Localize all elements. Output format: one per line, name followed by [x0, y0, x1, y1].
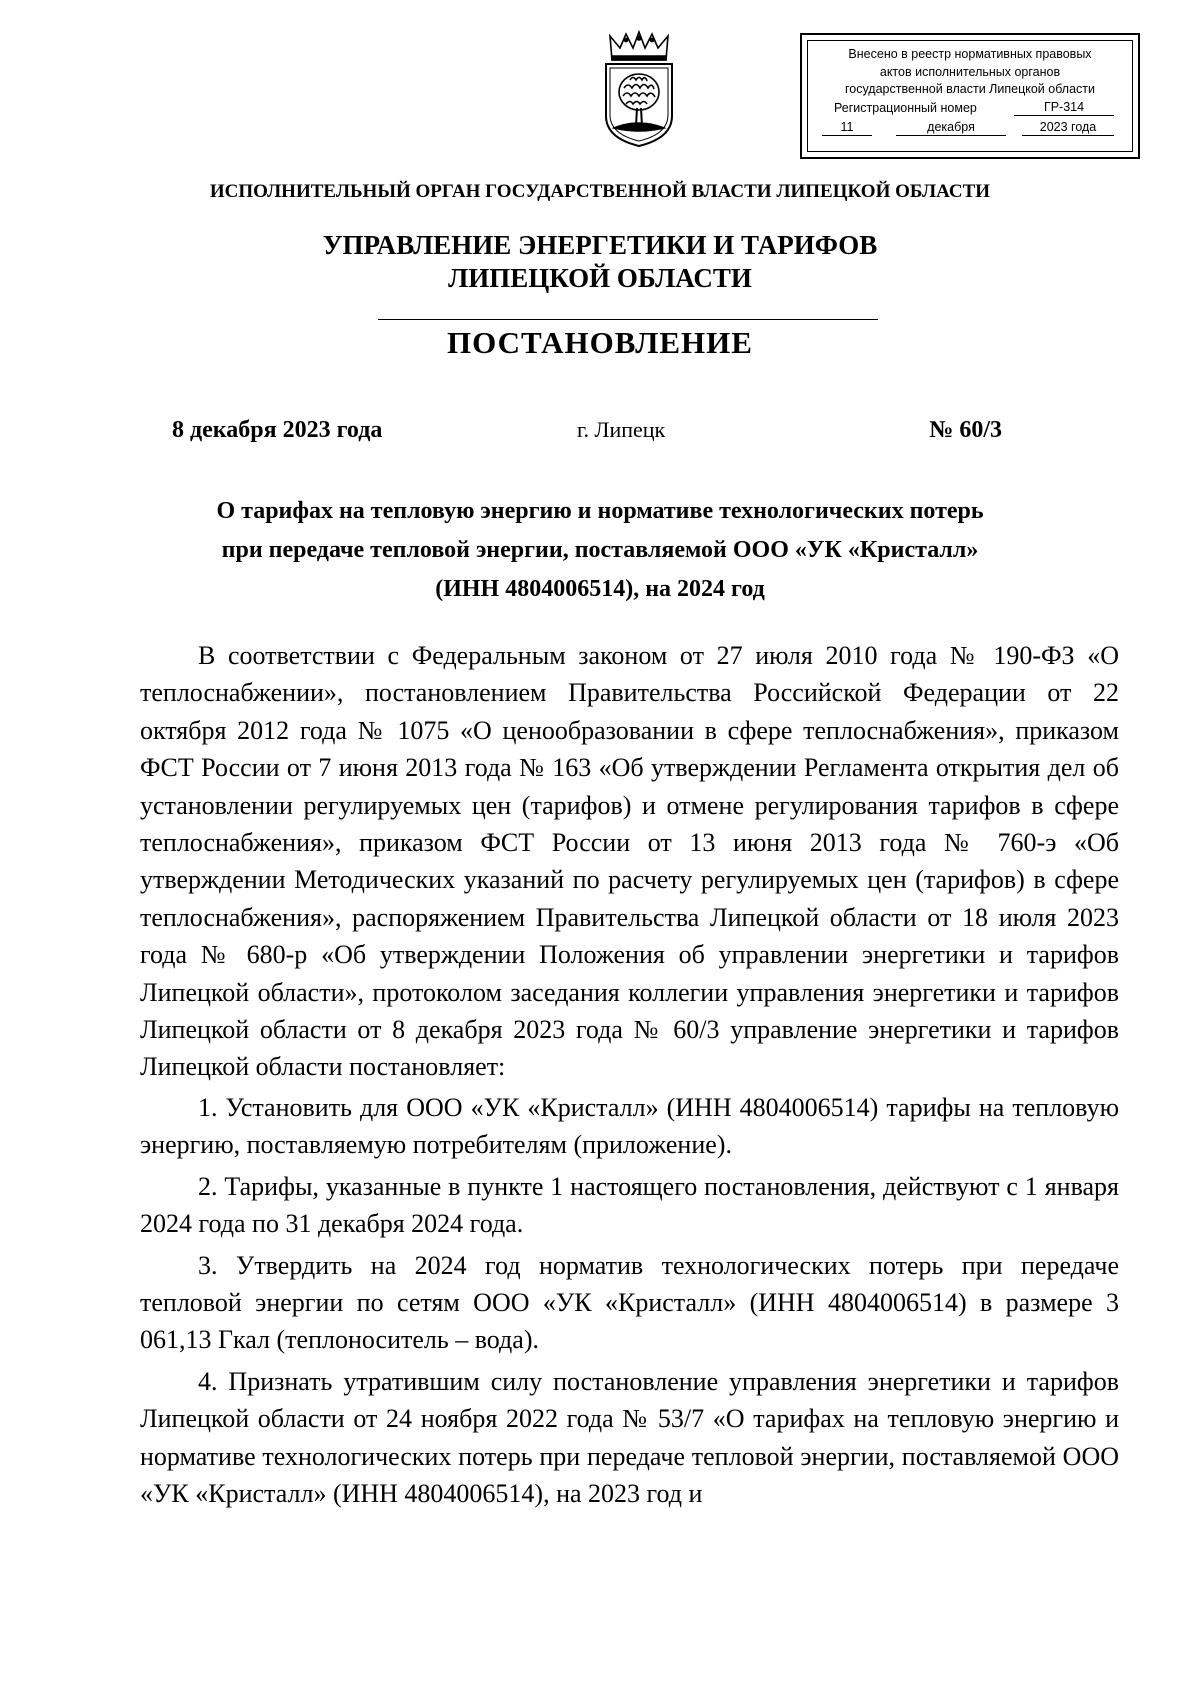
department-name-line-2: ЛИПЕЦКОЙ ОБЛАСТИ — [448, 263, 752, 293]
clause-3: 3. Утвердить на 2024 год норматив технологических потерь при передаче тепловой энергии по сетям ООО «УК «Кристалл» (ИНН 4804006514) в размере 3 061,13 Гкал (теплоноситель – вода). — [140, 1250, 1119, 1355]
stamp-reg-number: ГР-314 — [1014, 99, 1114, 116]
stamp-line-3: государственной власти Липецкой области — [844, 82, 1096, 96]
department-name-line-1: УПРАВЛЕНИЕ ЭНЕРГЕТИКИ И ТАРИФОВ — [322, 230, 878, 260]
clause-2: 2. Тарифы, указанные в пункте 1 настоящего постановления, действуют с 1 января 2024 года по 31 декабря 2024 года. — [140, 1171, 1119, 1239]
registration-stamp — [800, 33, 1140, 159]
stamp-line-2: актов исполнительных органов — [879, 65, 1061, 79]
document-title-line-2: при передаче тепловой энергии, поставляемой ООО «УК «Кристалл» — [221, 537, 979, 563]
header-divider — [378, 319, 878, 320]
document-title-line-3: (ИНН 4804006514), на 2024 год — [435, 576, 765, 602]
clause-1: 1. Установить для ООО «УК «Кристалл» (ИНН 4804006514) тарифы на тепловую энергию, поставляемую потребителям (приложение). — [140, 1092, 1119, 1160]
stamp-month: декабря — [896, 119, 1006, 136]
stamp-line-1: Внесено в реестр нормативных правовых — [848, 47, 1092, 61]
preamble-paragraph: В соответствии с Федеральным законом от 27 июля 2010 года № 190-ФЗ «О теплоснабжении», постановлением Правительства Российской Федерации от 22 октября 2012 года № 1075 «О ценообразовании в сфере теплоснабжения», приказом ФСТ России от 7 июня 2013 года № 163 «Об утверждении Регламента открытия дел об установлении регулируемых цен (тарифов) и отмене регулирования тарифов в сфере теплоснабжения», приказом ФСТ России от 13 июня 2013 года № 760-э «Об утверждении Методических указаний по расчету регулируемых цен (тарифов) в сфере теплоснабжения», распоряжением Правительства Липецкой области от 18 июля 2023 года № 680-р «Об утверждении Положения об управлении энергетики и тарифов Липецкой области», протоколом заседания коллегии управления энергетики и тарифов Липецкой области от 8 декабря 2023 года № 60/3 управление энергетики и тарифов Липецкой области постановляет: — [140, 641, 1119, 1082]
document-title — [0, 492, 1200, 609]
stamp-year: 2023 года — [1022, 119, 1114, 136]
document-title-line-1: О тарифах на тепловую энергию и нормативе технологических потерь — [216, 498, 984, 524]
document-type: ПОСТАНОВЛЕНИЕ — [447, 325, 753, 360]
document-body — [140, 637, 1119, 1516]
organization-name: ИСПОЛНИТЕЛЬНЫЙ ОРГАН ГОСУДАРСТВЕННОЙ ВЛАСТИ ЛИПЕЦКОЙ ОБЛАСТИ — [209, 181, 991, 202]
stamp-day: 11 — [822, 119, 872, 136]
document-number: № 60/3 — [929, 417, 1002, 443]
stamp-reg-label: Регистрационный номер — [834, 101, 977, 115]
coat-of-arms-icon — [598, 30, 680, 148]
clause-4: 4. Признать утратившим силу постановление управления энергетики и тарифов Липецкой области от 24 ноября 2022 года № 53/7 «О тарифах на тепловую энергию и нормативе технологических потерь при передаче тепловой энергии, поставляемой ООО «УК «Кристалл» (ИНН 4804006514), на 2023 год и — [140, 1366, 1119, 1508]
department-name — [0, 229, 1200, 295]
document-city: г. Липецк — [577, 417, 666, 442]
document-date: 8 декабря 2023 года — [172, 417, 383, 443]
